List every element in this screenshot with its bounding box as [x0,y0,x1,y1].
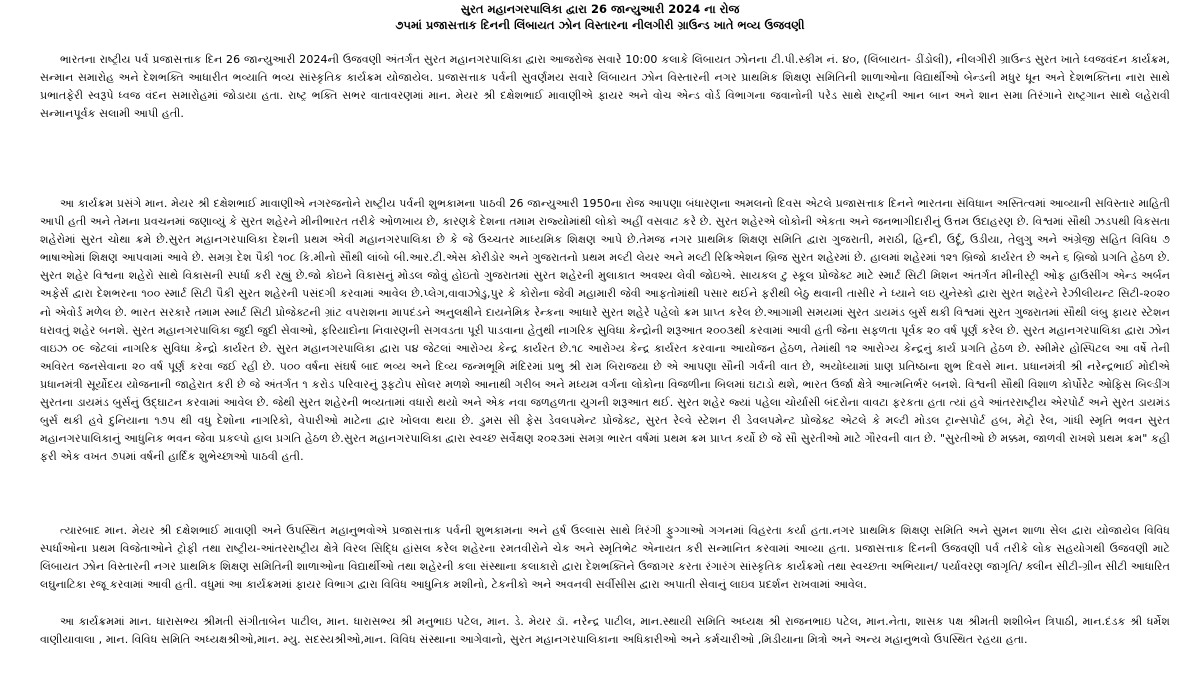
paragraph-mayor-speech: આ કાર્યક્રમ પ્રસંગે માન. મેયર શ્રી દક્ષેશભાઈ માવાણીએ નગરજનોને રાષ્ટ્રીય પર્વની શુભકામના પાઠવી 26 જાન્યુઆરી 1950ના રોજ આપણા બંધારણના અમલનો દિવસ એટલે પ્રજાસત્તાક દિનને ભારતના સંવિધાન અસ્તિત્વમાં આવ્યાની સવિસ્તાર માહિતી આપી હતી અને તેમના પ્રવચનમાં જણાવ્યું કે સુરત શહેરને મીનીભારત તરીકે ઓળખાય છે, કારણકે દેશના તમામ રાજ્યોમાંથી લોકો અહીં વસવાટ કરે છે. સુરત શહેરએ લોકોની એકતા અને જનભાગીદારીનું ઉત્તમ ઉદાહરણ છે. વિશ્વમાં સૌથી ઝડપથી વિકસતા શહેરોમાં સુરત ચોથા ક્રમે છે.સુરત મહાનગરપાલિકા દેશની પ્રથમ એવી મહાનગરપાલિકા છે કે જે ઉચ્ચતર માધ્યમિક શિક્ષણ આપે છે.તેમજ નગર પ્રાથમિક શિક્ષણ સમિતિ દ્વારા ગુજરાતી, મરાઠી, હિન્દી, ઉર્દૂ, ઉડીયા, તેલુગુ અને અંગ્રેજી સહિત વિવિધ ૭ ભાષાઓમાં શિક્ષણ આપવામાં આવે છે. સમગ્ર દેશ પૈકી ૧૦૮ કિ.મીનો સૌથી લાંબો બી.આર.ટી.એસ કોરીડોર અને ગુજરાતનો પ્રથમ મલ્ટી લેયર અને મલ્ટી રિક્રિએશન બ્રિજ સુરત શહેરમાં છે. હાલમાં શહેરમાં ૧૨૧ બ્રિજો કાર્યરત છે અને ૬ બ્રિજો પ્રગતિ હેઠળ છે. સુરત શહેર વિશ્વના શહેરો સાથે વિકાસની સ્પર્ધા કરી રહ્યું છે.જો કોઇને વિકાસનું મોડલ જોવું હોઇતો ગુજરાતમાં સુરત શહેરની મુલાકાત અવશ્ય લેવી જોઇએ. સાયકલ ટુ સ્કૂલ પ્રોજેક્ટ માટે સ્માર્ટ સિટી મિશન અંતર્ગત મીનીસ્ટ્રી ઓફ હાઉસીંગ એન્ડ અર્બન અફેર્સ દ્વારા દેશભરના ૧૦૦ સ્માર્ટ સિટી પૈકી સુરત શહેરની પસંદગી કરવામાં આવેલ છે.પ્લેગ,વાવાઝોડુ,પુર કે કોરોના જેવી મહામારી જેવી આફતોમાંથી પસાર થઈને ફરીથી બેઠુ થવાની તાસીર ને ધ્યાને લઇ યુનેસ્કો દ્વારા સુરત શહેરને રેઝીલીયન્ટ સિટી-૨૦૨૦ નો એવોર્ડ મળેલ છે. ભારત સરકારે તમામ સ્માર્ટ સિટી પ્રોજેક્ટની ગ્રાંટ વપરાશના માપદંડને અનુલક્ષીને દાયનેમિક રેન્કના આધારે સુરત શહેરે પહેલો ક્રમ પ્રાપ્ત કરેલ છે.આગામી સમયમાં સુરત ડાયમંડ બુર્સ થકી વિશ્વમાં સુરત ગુજરાતમાં સૌથી લંબુ ફાયર સ્ટેશન ધરાવતું શહેર બનશે. સુરત મહાનગરપાલિકા જુદી જુદી સેવાઓ, ફરિયાદોના નિવારણની સગવડતા પૂરી પાડવાના હેતુથી નાગરિક સુવિધા કેન્દ્રોની શરૂઆત ૨૦૦૩થી કરવામાં આવી હતી જેના સફળતા પૂર્વક ૨૦ વર્ષ પૂર્ણ કરેલ છે. સુરત મહાનગરપાલિકા દ્વારા ઝોન વાઇઝ ૦૯ જેટલાં નાગરિક સુવિધા કેન્દ્રો કાર્યરત છે. સુરત મહાનગરપાલિકા દ્વારા ૫૪ જેટલાં આરોગ્ય કેન્દ્ર કાર્યરત છે.૧૮ આરોગ્ય કેન્દ્ર કાર્યરત કરવાના આયોજન હેઠળ, તેમાંથી ૧૨ આરોગ્ય કેન્દ્રનું કાર્ય પ્રગતિ હેઠળ છે. સ્મીમેર હોસ્પિટલ આ વર્ષે તેની અવિરત જનસેવાના ૨૦ વર્ષ પૂર્ણ કરવા જઈ રહી છે. ૫૦૦ વર્ષના સંઘર્ષ બાદ ભવ્ય અને દિવ્ય જન્મભૂમિ મંદિરમાં પ્રભુ શ્રી રામ બિરાજયા છે એ આપણા સૌની ગર્વની વાત છે, અયોધ્યામાં પ્રાણ પ્રતિષ્ઠાના શુભ દિવસે માન. પ્રધાનમંત્રી શ્રી નરેન્દ્રભાઈ મોદીએ પ્રધાનમંત્રી સૂર્યોદય યોજનાની જાહેરાત કરી છે જે અંતર્ગત ૧ કરોડ પરિવારનું રૂફટોપ સોલર મળશે આનાથી ગરીબ અને મધ્યમ વર્ગના લોકોના વિજળીના બિલમાં ઘટાડો થશે, ભારત ઉર્જા ક્ષેત્રે આત્મનિર્ભર બનશે. વિશ્વની સૌથી વિશાળ કોર્પોરેટ ઓફિસ બિલ્ડીંગ સુરતના ડાયમંડ બુર્સનું ઉદ્ઘાટન કરવામાં આવેલ છે. જેથી સુરત શહેરની ભવ્યતામાં વધારો થયો અને એક નવા જળહળતા યુગની શરૂઆત થઈ. સુરત શહેર જ્યાં પહેલા ચોર્યાસી બંદરોના વાવટા ફરકતા હતા ત્યાં હવે આંતરરાષ્ટ્રીય એરપોર્ટ અને સુરત ડાયમંડ બુર્સ થકી હવે દુનિયાના ૧૭૫ થી વધુ દેશોના નાગરિકો, વેપારીઓ માટેના દ્વાર ખોલવા થયા છે. ડુમસ સી ફેસ ડેવલપમેન્ટ પ્રોજેક્ટ, સુરત રેલ્વે સ્ટેશન રી ડેવલપમેન્ટ પ્રોજેક્ટ એટલે કે મલ્ટી મોડલ ટ્રાન્સપોર્ટ હબ, મેટ્રો રેલ, ગાંધી સ્મૃતિ ભવન સુરત મહાનગરપાલિકાનું આધુનિક ભવન જેવા પ્રકલ્પો હાલ પ્રગતિ હેઠળ છે.સુરત મહાનગરપાલિકા દ્વારા સ્વચ્છ સર્વેક્ષણ ૨૦૨૩માં સમગ્ર ભારત વર્ષમાં પ્રથમ ક્રમ પ્રાપ્ત કર્યો છે જે સૌ સુરતીઓ માટે ગૌરવની વાત છે. "સુરતીઓ છે મક્કમ, જાળવી રાખશે પ્રથમ ક્રમ" કહી ફરી એક વખત ૭૫માં વર્ષની હાર્દિક શુભેચ્છાઓ પાઠવી હતી. [40,197,1170,464]
paragraph-attendees: આ કાર્યક્રમમાં માન. ધારાસભ્ય શ્રીમતી સંગીતાબેન પાટીલ, માન. ધારાસભ્ય શ્રી મનુભાઇ પટેલ, માન. ડે. મેયર ડૉ. નરેન્દ્ર પાટીલ, માન.સ્થાયી સમિતિ અધ્યક્ષ શ્રી રાજનભાઇ પટેલ, માન.નેતા, શાસક પક્ષ શ્રીમતી શશીબેન ત્રિપાઠી, માન.દંડક શ્રી ધર્મેશ વાણીયાવાલા , માન. વિવિધ સમિતિ અધ્યક્ષશ્રીઓ,માન. મ્યુ. સદસ્યશ્રીઓ,માન. વિવિધ સંસ્થાના આગેવાનો, સુરત મહાનગરપાલિકાના અધિકારીઓ અને કર્મચારીઓ ,મિડીયાના મિત્રો અને અન્ય મહાનુભવો ઉપસ્થિત રહયા હતા. [40,615,1170,647]
document-title: સુરત મહાનગરપાલિકા દ્વારા 26 જાન્યુઆરી 2024 ના રોજ [460,2,740,16]
paragraph-flag-hoisting: ભારતના રાષ્ટ્રીય પર્વ પ્રજાસત્તાક દિન 26 જાન્યુઆરી 2024ની ઉજવણી અંતર્ગત સુરત મહાનગરપાલિકા દ્વારા આજરોજ સવારે 10:00 કલાકે લિંબાયત ઝોનના ટી.પી.સ્કીમ નં. ૪૦, (લિંબાયત- ડીંડોલી), નીલગીરી ગ્રાઉન્ડ સુરત ખાતે ધ્વજવંદન કાર્યક્રમ, સન્માન સમારોહ અને દેશભક્તિ આધારીત ભવ્યાતિ ભવ્ય સાંસ્કૃતિક કાર્યક્રમ યોજાયેલ. પ્રજાસત્તાક પર્વની સુવર્ણમય સવારે લિંબાયત ઝોન વિસ્તારની નગર પ્રાથમિક શિક્ષણ સમિતિની શાળાઓના વિદ્યાર્થીઓ બેન્ડની મધુર ધૂન અને દેશભક્તિના નારા સાથે પ્રભાતફેરી સ્વરૂપે ધ્વજ વંદન સમારોહમાં જોડાયા હતા. રાષ્ટ્ર ભક્તિ સભર વાતાવરણમાં માન. મેયર શ્રી દક્ષેશભાઈ માવાણીએ ફાયર અને વોચ એન્ડ વોર્ડ વિભાગના જવાનોની પરેડ સાથે રાષ્ટ્રની આન બાન અને શાન સમા તિરંગાને રાષ્ટ્રગાન સાથે લહેરાવી સન્માનપૂર્વક સલામી આપી હતી. [40,53,1170,121]
document-subtitle: ૭૫માં પ્રજાસત્તાક દિનની લિંબાયત ઝોન વિસ્તારના નીલગીરી ગ્રાઉન્ડ ખાતે ભવ્ય ઉજવણી [395,18,805,32]
paragraph-celebrations: ત્યારબાદ માન. મેયર શ્રી દક્ષેશભાઈ માવાણી અને ઉપસ્થિત મહાનુભવોએ પ્રજાસત્તાક પર્વની શુભકામના અને હર્ષ ઉલ્લાસ સાથે ત્રિરંગી ફુગ્ગાઓ ગગનમાં વિહરતા કર્યા હતા.નગર પ્રાથમિક શિક્ષણ સમિતિ અને સુમન શાળા સેલ દ્વારા યોજાયેલ વિવિધ સ્પર્ધાઓના પ્રથમ વિજેતાઓને ટ્રોફી તથા રાષ્ટ્રીય-આંતરરાષ્ટ્રીય ક્ષેત્રે વિરલ સિદ્ધિ હાંસલ કરેલ શહેરના રમતવીરોને ચેક અને સ્મૃતિભેટ એનાયત કરી સન્માનિત કરવામાં આવ્યા હતા. પ્રજાસત્તાક દિનની ઉજવણી પર્વ તરીકે લોક સહયોગથી ઉજવણી માટે લિંબાયત ઝોન વિસ્તારની નગર પ્રાથમિક શિક્ષણ સમિતિની શાળાઓના વિદ્યાર્થીઓ તથા શહેરની કલા સંસ્થાના કલાકારો દ્વારા દેશભક્તિને ઉજાગર કરતા રંગારંગ સાંસ્કૃતિક કાર્યક્રમો તથા સ્વચ્છતા અભિયાન/ પર્યાવરણ જાગૃતિ/ ક્લીન સીટી-ગ્રીન સીટી આધારિત લઘુનાટિકા રજૂ કરવામાં આવી હતી. વધુમાં આ કાર્યક્રમમાં ફાયર વિભાગ દ્વારા વિવિધ આધુનિક મશીનો, ટેકનીકો અને અવનવી સર્વીસીસ દ્વારા અપાતી સેવાનું લાઇવ પ્રદર્શન રાખવામાં આવેલ. [40,524,1170,592]
